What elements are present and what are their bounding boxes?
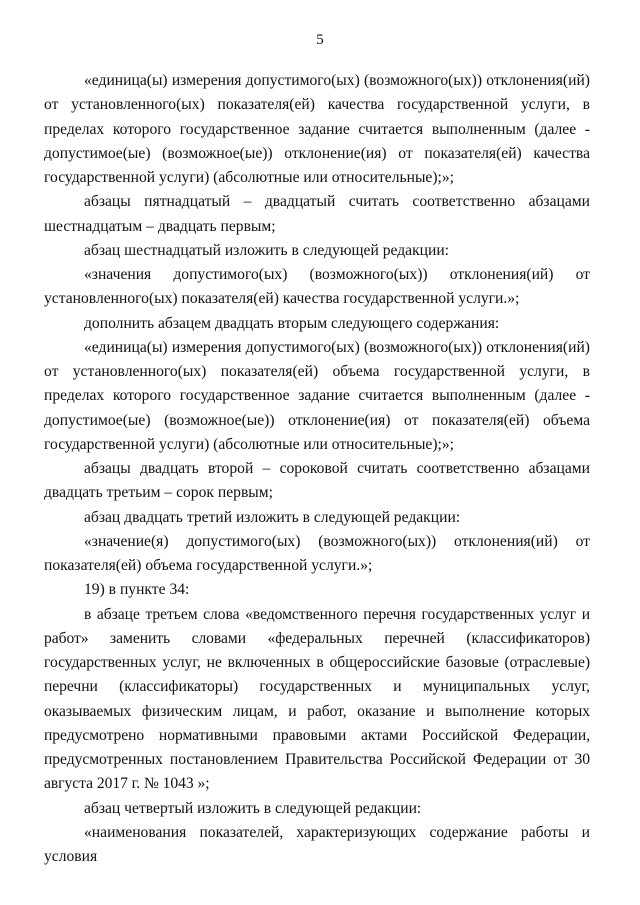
- paragraph-amend-23: абзац двадцать третий изложить в следующей редакции:: [84, 508, 461, 526]
- paragraph-volume-deviation-values: «значение(я) допустимого(ых) (возможного(ых)) отклонения(ий) от показателя(ей) объема государственной услуги.»;: [44, 532, 590, 574]
- paragraph-renumber-15-20: абзацы пятнадцатый – двадцатый считать соответственно абзацами шестнадцатым – двадцать первым;: [44, 193, 590, 235]
- paragraph-quality-deviation-values: «значения допустимого(ых) (возможного(ых)) отклонения(ий) от установленного(ых) показателя(ей) качества государственной услуги.»;: [44, 266, 590, 308]
- paragraph-renumber-22-40: абзацы двадцать второй – сороковой считать соответственно абзацами двадцать третьим – сорок первым;: [44, 460, 590, 502]
- page-number: 5: [316, 32, 324, 48]
- paragraph-replace-words: в абзаце третьем слова «ведомственного перечня государственных услуг и работ» заменить словами «федеральных перечней (классификаторов) государственных услуг, не включенных в общероссийские базовые (отраслевые) перечни (классификаторы) государственных и муниципальных услуг, оказываемых физическим лицам, и работ, оказание и выполнение которых предусмотрено нормативными правовыми актами Российской Федерации, предусмотренных постановлением Правительства Российской Федерации от 30 августа 2017 г. № 1043 »;: [44, 605, 590, 793]
- paragraph-volume-unit-deviation: «единица(ы) измерения допустимого(ых) (возможного(ых)) отклонения(ий) от установленного(ых) показателя(ей) объема государственной услуги, в пределах которого государственное задание считается выполненным (далее - допустимое(ые) (возможное(ые)) отклонение(ия) от показателя(ей) объема государственной услуги) (абсолютные или относительные);»;: [44, 338, 590, 453]
- paragraph-work-indicators: «наименования показателей, характеризующих содержание работы и условия: [44, 823, 590, 865]
- paragraph-amend-16: абзац шестнадцатый изложить в следующей редакции:: [84, 241, 450, 259]
- paragraph-amend-4: абзац четвертый изложить в следующей редакции:: [84, 799, 422, 817]
- document-body: [44, 69, 590, 869]
- paragraph-add-22: дополнить абзацем двадцать вторым следующего содержания:: [84, 314, 500, 332]
- paragraph-item-19: 19) в пункте 34:: [84, 581, 190, 599]
- paragraph-quality-unit-deviation: «единица(ы) измерения допустимого(ых) (возможного(ых)) отклонения(ий) от установленного(ых) показателя(ей) качества государственной услуги, в пределах которого государственное задание считается выполненным (далее - допустимое(ые) (возможное(ые)) отклонение(ия) от показателя(ей) качества государственной услуги) (абсолютные или относительные);»;: [44, 72, 590, 186]
